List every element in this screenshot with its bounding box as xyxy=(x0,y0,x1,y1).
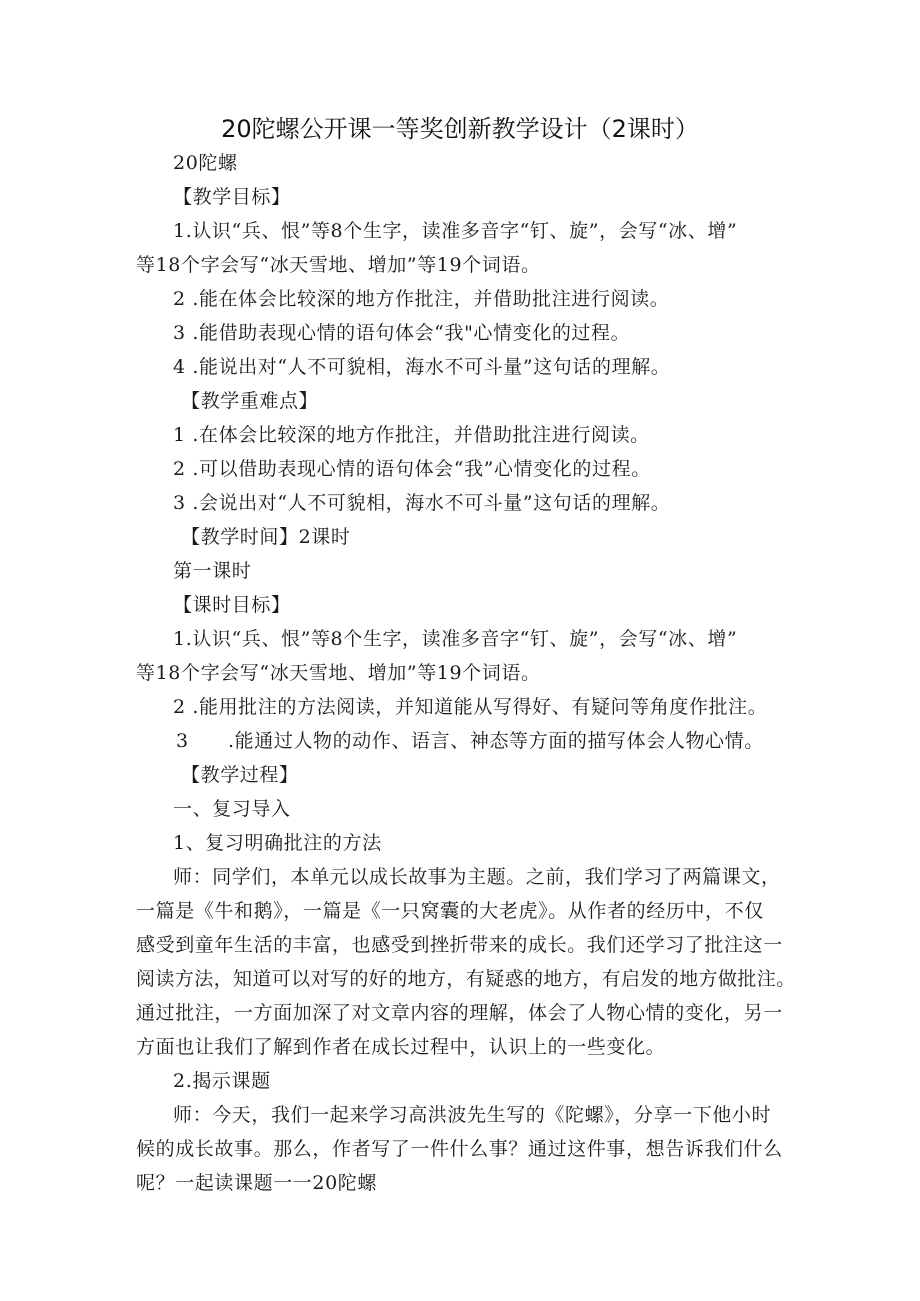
paragraph-line: 方面也让我们了解到作者在成长过程中，认识上的一些变化。 xyxy=(136,1036,666,1058)
list-item: 3 .会说出对“人不可貌相，海水不可斗量”这句话的理解。 xyxy=(173,492,671,514)
paragraph-line: 1.认识“兵、恨”等8个生字，读准多音字“钉、旋”，会写“冰、增” xyxy=(173,628,738,650)
list-item: 2 .能用批注的方法阅读，并知道能从写得好、有疑问等角度作批注。 xyxy=(173,696,768,718)
paragraph-line: 1.认识“兵、恨”等8个生字，读准多音字“钉、旋”，会写“冰、增” xyxy=(173,220,738,242)
list-item: 4 .能说出对“人不可貌相，海水不可斗量”这句话的理解。 xyxy=(173,356,671,378)
subheading-review: 一、复习导入 xyxy=(173,798,291,820)
paragraph-line: 等18个字会写“冰天雪地、增加”等19个词语。 xyxy=(136,254,541,276)
paragraph-line: 一篇是《牛和鹅》，一篇是《一只窝囊的大老虎》。从作者的经历中，不仅 xyxy=(136,900,764,922)
subheading-review-method: 1、复习明确批注的方法 xyxy=(173,832,382,854)
section-heading-teaching-process: 【教学过程】 xyxy=(181,764,299,786)
paragraph-line: 师：同学们，本单元以成长故事为主题。之前，我们学习了两篇课文， xyxy=(173,866,781,888)
paragraph-line: 呢？一起读课题一一20陀螺 xyxy=(136,1172,377,1194)
lesson-heading: 20陀螺 xyxy=(173,152,238,174)
paragraph-line: 阅读方法，知道可以对写的好的地方，有疑惑的地方，有启发的地方做批注。 xyxy=(136,968,796,990)
document-title: 20陀螺公开课一等奖创新教学设计（2课时） xyxy=(221,115,699,143)
subheading-reveal-topic: 2.揭示课题 xyxy=(173,1070,271,1092)
paragraph-line: 等18个字会写“冰天雪地、增加”等19个词语。 xyxy=(136,662,541,684)
paragraph-line: 候的成长故事。那么，作者写了一件什么事？通过这件事，想告诉我们什么 xyxy=(136,1138,783,1160)
list-item: 1 .在体会比较深的地方作批注，并借助批注进行阅读。 xyxy=(173,424,650,446)
list-item: 2 .能在体会比较深的地方作批注，并借助批注进行阅读。 xyxy=(173,288,670,310)
section-heading-key-points: 【教学重难点】 xyxy=(181,390,319,412)
list-item: 2 .可以借助表现心情的语句体会“我”心情变化的过程。 xyxy=(173,458,651,480)
list-item: 3 .能借助表现心情的语句体会“我"心情变化的过程。 xyxy=(173,322,631,344)
list-item-text: .能通过人物的动作、语言、神态等方面的描写体会人物心情。 xyxy=(228,730,764,752)
section-heading-teaching-time: 【教学时间】2课时 xyxy=(181,526,351,548)
list-item xyxy=(176,726,764,756)
list-item-number: 3 xyxy=(176,730,189,752)
subheading-first-lesson: 第一课时 xyxy=(173,560,252,582)
section-heading-lesson-goals: 【课时目标】 xyxy=(173,594,291,616)
section-heading-teaching-goals: 【教学目标】 xyxy=(173,186,291,208)
paragraph-line: 师：今天，我们一起来学习高洪波先生写的《陀螺》，分享一下他小时 xyxy=(173,1104,772,1126)
paragraph-line: 通过批注，一方面加深了对文章内容的理解，体会了人物心情的变化，另一 xyxy=(136,1002,783,1024)
paragraph-line: 感受到童年生活的丰富，也感受到挫折带来的成长。我们还学习了批注这一 xyxy=(136,934,783,956)
